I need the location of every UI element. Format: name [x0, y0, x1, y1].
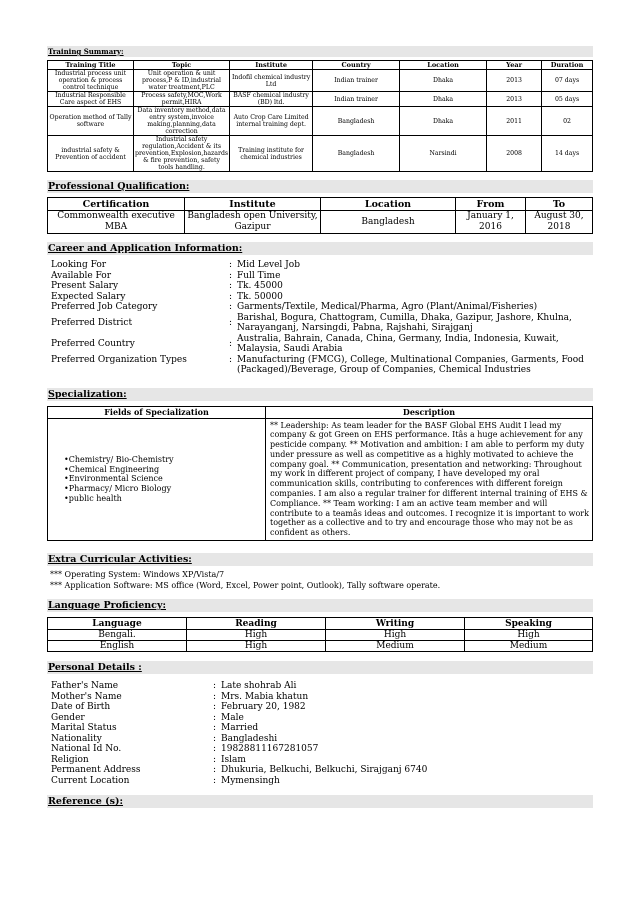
field-label: Gender: [51, 712, 85, 723]
training-summary-heading: Training Summary:: [47, 46, 593, 57]
table-cell: Industrial process unit operation & process control technique: [48, 70, 134, 92]
lang-col-speaking: Speaking: [465, 618, 593, 630]
professional-header-row: [48, 198, 593, 211]
specialization-heading: Specialization:: [47, 388, 593, 401]
table-cell: Medium: [326, 641, 465, 652]
field-label: Looking For: [51, 260, 107, 270]
list-item: Gender : Male: [47, 713, 593, 724]
career-info-list: [47, 260, 593, 376]
table-cell: Unit operation & unit process,P & ID,industrial water treatment,PLC: [134, 70, 230, 92]
field-value: Islam: [221, 754, 246, 765]
table-cell: Dhaka: [400, 92, 487, 107]
table-cell: 07 days: [542, 70, 593, 92]
list-item: Preferred Country : Australia, Bahrain, Canada, China, Germany, India, Indonesia, Kuwait, Malaysia, Saudi Arabia: [47, 334, 593, 355]
field-label: Expected Salary: [51, 291, 126, 302]
list-item: National Id No. : 19828811167281057: [47, 744, 593, 755]
list-item: Religion : Islam: [47, 755, 593, 766]
table-cell: Auto Crop Care Limited internal training dept.: [230, 107, 313, 136]
prof-col-certification: Certification: [48, 198, 185, 211]
personal-info-list: [47, 681, 593, 786]
list-item: *** Application Software: MS office (Word, Excel, Power point, Outlook), Tally software operate.: [50, 581, 441, 591]
list-item: • Chemistry/ Bio-Chemistry: [64, 455, 264, 465]
table-cell: High: [187, 641, 326, 652]
table-cell: industrial safety & Prevention of accident: [48, 136, 134, 172]
table-cell: Bangladesh: [321, 211, 456, 234]
list-item: Marital Status : Married: [47, 723, 593, 734]
field-value: Bangladeshi: [221, 733, 278, 744]
table-cell: Bangladesh: [313, 107, 400, 136]
language-header-row: [48, 618, 593, 630]
list-item: Preferred Organization Types : Manufacturing (FMCG), College, Multinational Companies, Garments, Food (Packaged)/Beverage, Group of Companies, Chemical Industries: [47, 355, 593, 376]
spec-fields-cell: [48, 418, 266, 541]
table-cell: Indian trainer: [313, 92, 400, 107]
list-item: • Environmental Science: [64, 474, 264, 484]
table-row: [48, 70, 593, 92]
prof-col-to: To: [526, 198, 593, 211]
prof-col-institute: Institute: [185, 198, 321, 211]
table-cell: 2011: [487, 107, 542, 136]
list-item: Preferred Job Category : Garments/Textile, Medical/Pharma, Agro (Plant/Animal/Fisheries): [47, 302, 593, 313]
list-item: • Pharmacy/ Micro Biology: [64, 484, 264, 494]
list-item: Current Location : Mymensingh: [47, 776, 593, 787]
field-label: Preferred Job Category: [51, 302, 158, 312]
table-cell: Process safety,MOC,Work permit,HIRA: [134, 92, 230, 107]
table-cell: Data inventory method,data entry system,invoice making,planning,data correction: [134, 107, 230, 136]
table-cell: January 1, 2016: [456, 211, 526, 234]
field-value: Dhukuria, Belkuchi, Belkuchi, Sirajganj 6740: [221, 765, 428, 776]
table-cell: 2013: [487, 70, 542, 92]
field-value: Mid Level Job: [237, 260, 300, 270]
table-cell: 02: [542, 107, 593, 136]
field-value: Manufacturing (FMCG), College, Multinational Companies, Garments, Food (Packaged)/Beverage, Group of Companies, Chemical Industries: [237, 354, 584, 375]
table-cell: August 30, 2018: [526, 211, 593, 234]
training-header-row: [48, 61, 593, 70]
table-cell: 2013: [487, 92, 542, 107]
field-label: Marital Status: [51, 723, 117, 734]
table-cell: Dhaka: [400, 70, 487, 92]
field-label: Date of Birth: [51, 702, 111, 713]
spec-col-fields: Fields of Specialization: [48, 406, 266, 418]
field-label: Father's Name: [51, 681, 119, 692]
field-value: Married: [221, 723, 259, 734]
table-row: [48, 211, 593, 234]
field-value: Late shohrab Ali: [221, 681, 297, 692]
table-cell: Commonwealth executive MBA: [48, 211, 185, 234]
field-label: Current Location: [51, 775, 130, 786]
spec-description-cell: ** Leadership: As team leader for the BASF Global EHS Audit I lead my company & got Green on EHS performance. Itâs a huge achievement for any pesticide company. ** Motivation and ambition: I am able to perform my duty under pressure as well as competitive as a highly motivated to achieve the company goal. ** Communication, presentation and networking: Throughout my work in different project of company, I have developed my oral communication skills, contributing to conferences with different foreign companies. I am also a regular trainer for different internal training of EHS & Compliance. ** Team working: I am an active team member and will contribute to a teamâs ideas and outcomes. I recognize it is important to work together as a collective and to try and encourage those who may not be as confident as others.: [266, 418, 593, 541]
field-value: Tk. 50000: [237, 291, 283, 302]
career-heading: Career and Application Information:: [47, 242, 593, 255]
training-col-location: Location: [400, 61, 487, 70]
field-value: Australia, Bahrain, Canada, China, Germany, India, Indonesia, Kuwait, Malaysia, Saudi Arabia: [237, 333, 559, 354]
specialization-header-row: [48, 406, 593, 418]
table-row: [48, 107, 593, 136]
table-cell: High: [465, 630, 593, 641]
field-value: Mymensingh: [221, 775, 280, 786]
spec-col-description: Description: [266, 406, 593, 418]
training-table: [47, 60, 593, 172]
list-item: • Chemical Engineering: [64, 465, 264, 475]
lang-col-writing: Writing: [326, 618, 465, 630]
table-row: [48, 418, 593, 541]
lang-col-language: Language: [48, 618, 187, 630]
training-col-duration: Duration: [542, 61, 593, 70]
field-label: Nationality: [51, 733, 102, 744]
field-label: Preferred Organization Types: [51, 354, 187, 365]
extra-heading: Extra Curricular Activities:: [47, 553, 593, 566]
table-cell: Industrial Responsible Care aspect of EHS: [48, 92, 134, 107]
field-value: Full Time: [237, 270, 281, 281]
table-cell: BASF chemical industry (BD) ltd.: [230, 92, 313, 107]
table-cell: 2008: [487, 136, 542, 172]
training-col-country: Country: [313, 61, 400, 70]
table-row: [48, 136, 593, 172]
table-cell: Bengali.: [48, 630, 187, 641]
table-row: [48, 630, 593, 641]
reference-heading: Reference (s):: [47, 795, 593, 808]
list-item: Nationality : Bangladeshi: [47, 734, 593, 745]
field-label: Permanent Address: [51, 765, 141, 776]
field-value: Tk. 45000: [237, 281, 283, 291]
list-item: Looking For : Mid Level Job: [47, 260, 593, 271]
table-cell: Bangladesh open University, Gazipur: [185, 211, 321, 234]
extra-list: [47, 569, 593, 591]
field-label: Available For: [51, 270, 112, 281]
table-cell: Indian trainer: [313, 70, 400, 92]
spec-fields-list: [54, 455, 264, 504]
table-cell: English: [48, 641, 187, 652]
resume-page: [47, 46, 593, 808]
professional-table: [47, 197, 593, 234]
table-cell: Training institute for chemical industries: [230, 136, 313, 172]
field-label: Religion: [51, 754, 89, 765]
training-col-topic: Topic: [134, 61, 230, 70]
language-heading: Language Proficiency:: [47, 599, 593, 612]
table-cell: Bangladesh: [313, 136, 400, 172]
table-cell: High: [187, 630, 326, 641]
field-value: 19828811167281057: [221, 744, 319, 755]
table-row: [48, 92, 593, 107]
list-item: Present Salary : Tk. 45000: [47, 281, 593, 292]
training-col-year: Year: [487, 61, 542, 70]
field-value: February 20, 1982: [221, 702, 306, 713]
field-value: Garments/Textile, Medical/Pharma, Agro (Plant/Animal/Fisheries): [237, 302, 538, 312]
table-cell: Narsindi: [400, 136, 487, 172]
table-cell: 14 days: [542, 136, 593, 172]
field-label: Preferred Country: [51, 338, 135, 349]
table-cell: High: [326, 630, 465, 641]
professional-heading: Professional Qualification:: [47, 180, 593, 193]
field-label: Present Salary: [51, 281, 119, 291]
prof-col-location: Location: [321, 198, 456, 211]
personal-heading: Personal Details :: [47, 661, 593, 674]
table-cell: 05 days: [542, 92, 593, 107]
training-col-institute: Institute: [230, 61, 313, 70]
list-item: Permanent Address : Dhukuria, Belkuchi, Belkuchi, Sirajganj 6740: [47, 765, 593, 776]
table-cell: Medium: [465, 641, 593, 652]
list-item: Expected Salary : Tk. 50000: [47, 292, 593, 303]
list-item: Date of Birth : February 20, 1982: [47, 702, 593, 713]
specialization-table: [47, 406, 593, 542]
training-col-title: Training Title: [48, 61, 134, 70]
list-item: Father's Name : Late shohrab Ali: [47, 681, 593, 692]
field-label: Preferred District: [51, 317, 133, 328]
list-item: Preferred District : Barishal, Bogura, Chattogram, Cumilla, Dhaka, Gazipur, Jashore, Khulna, Narayanganj, Narsingdi, Pabna, Rajshahi, Sirajganj: [47, 313, 593, 334]
field-label: National Id No.: [51, 744, 122, 755]
table-cell: Operation method of Tally software: [48, 107, 134, 136]
field-value: Barishal, Bogura, Chattogram, Cumilla, Dhaka, Gazipur, Jashore, Khulna, Narayanganj, Narsingdi, Pabna, Rajshahi, Sirajganj: [237, 312, 572, 333]
language-table: [47, 617, 593, 652]
lang-col-reading: Reading: [187, 618, 326, 630]
field-label: Mother's Name: [51, 691, 122, 702]
table-cell: Indofil chemical industry Ltd: [230, 70, 313, 92]
list-item: Mother's Name : Mrs. Mabia khatun: [47, 692, 593, 703]
table-cell: Industrial safety regulation,Accident & its prevention,Explosion,hazards & fire prevention, safety tools handling.: [135, 136, 229, 171]
table-cell: Dhaka: [400, 107, 487, 136]
field-value: Mrs. Mabia khatun: [221, 691, 309, 702]
table-row: [48, 641, 593, 652]
field-value: Male: [221, 712, 244, 723]
prof-col-from: From: [456, 198, 526, 211]
list-item: *** Operating System: Windows XP/Vista/7: [50, 570, 225, 580]
list-item: Available For : Full Time: [47, 271, 593, 282]
list-item: • public health: [64, 494, 264, 504]
